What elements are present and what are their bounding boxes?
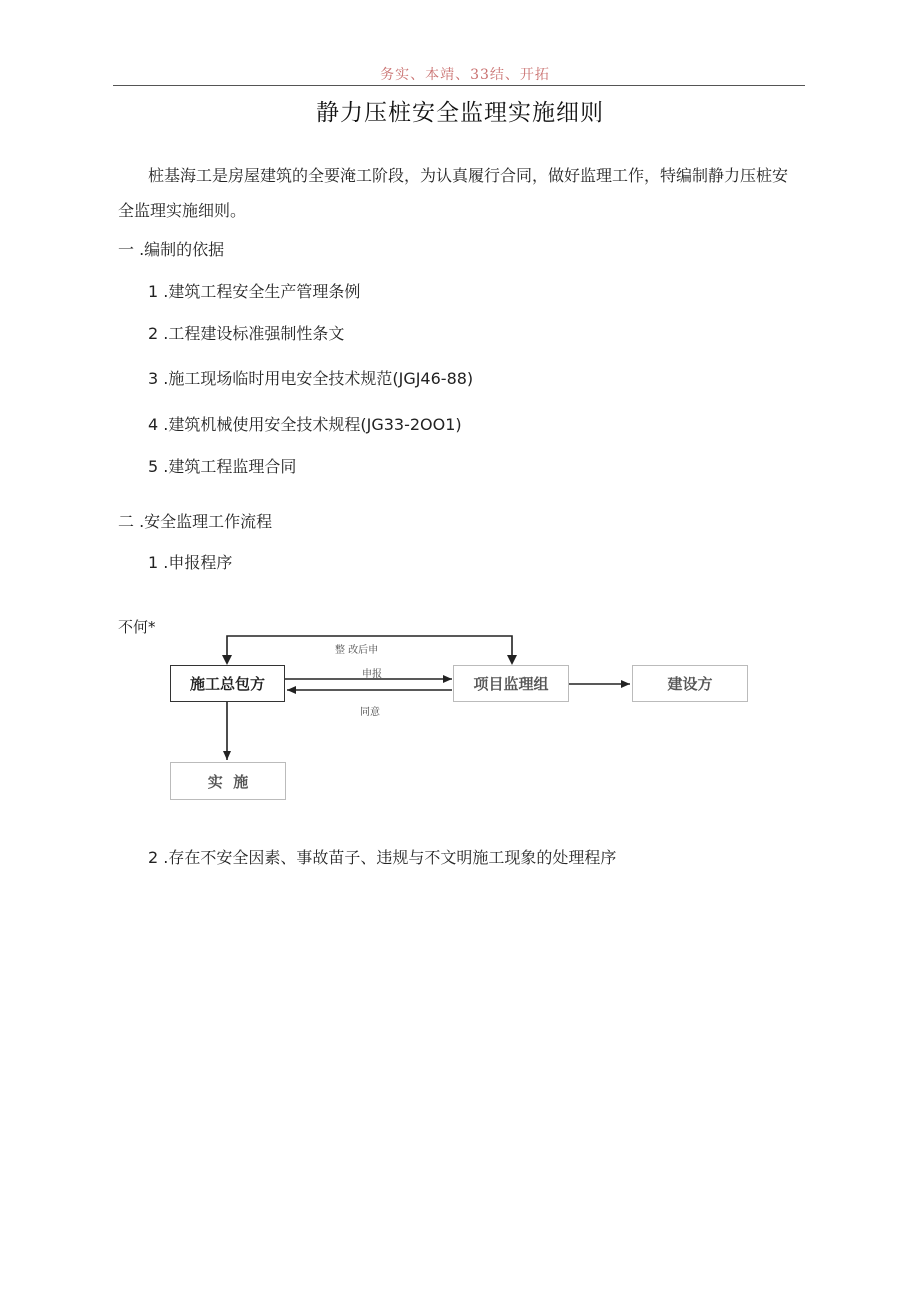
node-supervision	[453, 665, 569, 702]
section1-item-1: 1 .建筑工程安全生产管理条例	[148, 282, 361, 301]
intro-paragraph: 桩基海工是房屋建筑的全要淹工阶段，为认真履行合同，做好监理工作，特编制静力压桩安全监理实施细则。	[118, 166, 789, 220]
node-owner	[632, 665, 748, 702]
edge-label-approve: 同意	[360, 707, 380, 718]
node-owner-label: 建设方	[667, 675, 713, 693]
edge-resubmit-head-right	[507, 655, 517, 665]
flow-side-label: 不何*	[118, 618, 156, 636]
node-contractor-label: 施工总包方	[189, 675, 265, 693]
section1-item-3: 3 .施工现场临时用电安全技术规范(JGJ46-88)	[148, 369, 474, 388]
section2-item-1: 1 .申报程序	[148, 553, 233, 572]
header-motto: 务实、本靖、33结、开拓	[380, 67, 550, 83]
section1-item-5: 5 .建筑工程监理合同	[148, 457, 297, 476]
section1-item-2: 2 .工程建设标准强制性条文	[148, 324, 345, 343]
node-contractor	[170, 665, 285, 702]
section1-heading: 一 .编制的依据	[118, 240, 225, 259]
section2-item-2: 2 .存在不安全因素、事故苗子、违规与不文明施工现象的处理程序	[148, 848, 617, 867]
edge-label-resubmit: 整 改后申	[335, 645, 379, 656]
edge-resubmit-head-left	[222, 655, 232, 665]
edge-label-submit: 申报	[362, 669, 382, 680]
node-supervision-label: 项目监理组	[473, 675, 549, 693]
document-title: 静力压桩安全监理实施细则	[316, 100, 604, 126]
section2-heading: 二 .安全监理工作流程	[118, 512, 273, 531]
node-implement-label: 实 施	[207, 772, 249, 791]
section1-item-4: 4 .建筑机械使用安全技术规程(JG33-2OO1)	[148, 415, 462, 434]
node-implement	[170, 762, 286, 800]
